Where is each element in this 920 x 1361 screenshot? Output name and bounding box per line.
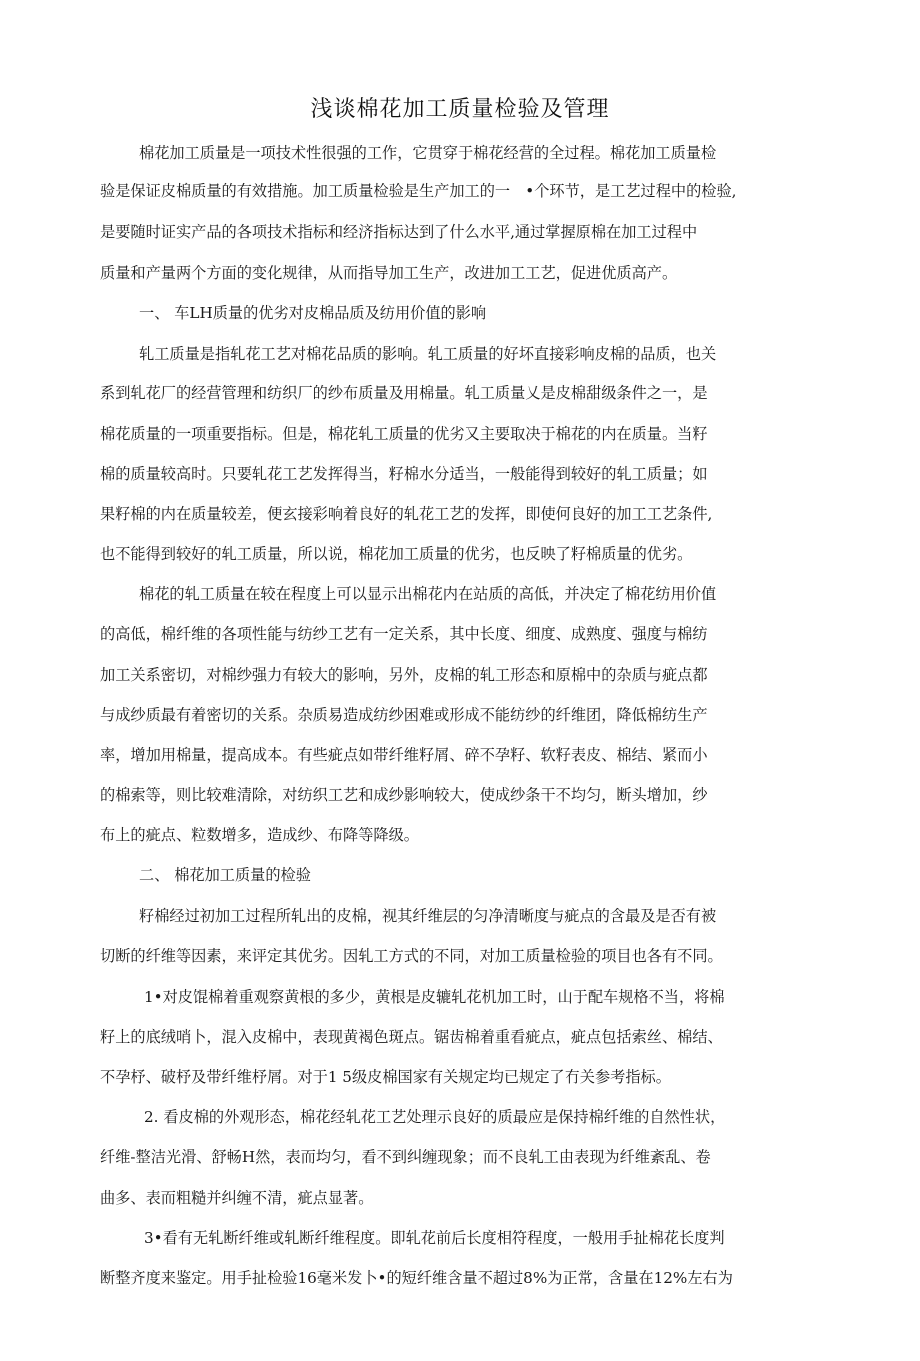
paragraph-2-line-4: 棉的质量较高时。只要轧花工艺发挥得当，籽棉水分适当，一般能得到较好的轧工质量；如 <box>100 465 708 483</box>
item-1-line-3: 不孕杼、破杼及带纤维杼屑。对于1 5级皮棉国家有关规定均已规定了冇关参考指标。 <box>100 1068 671 1086</box>
paragraph-1-line-4: 质量和产量两个方面的变化规律，从而指导加工生产，改进加工工艺，促进优质高产。 <box>100 264 678 282</box>
document-title: 浅谈棉花加工质量检验及管理 <box>310 97 610 122</box>
item-2-line-2: 纤维-整洁光滑、舒畅H然，表而均匀，看不到纠缠现象；而不良轧工由表现为纤维紊乱、卷 <box>100 1148 711 1166</box>
paragraph-3-line-7: 布上的疵点、粒数增多，造成纱、布降等降级。 <box>100 826 419 844</box>
item-2-line-1: 2. 看皮棉的外观形态，棉花经轧花工艺处理示良好的质最应是保持棉纤维的自然性状， <box>144 1108 726 1126</box>
paragraph-2-line-2: 系到轧花厂的经营管理和纺织厂的纱布质量及用棉量。轧工质量乂是皮棉甜级条件之一，是 <box>100 384 708 402</box>
section-heading-1: 一、 车LH质量的优劣对皮棉品质及纺用价值的影响 <box>139 304 487 322</box>
paragraph-4-line-2: 切断的纤维等因素，来评定其优劣。因轧工方式的不同，对加工质量检验的项目也各有不同。 <box>100 947 723 965</box>
item-1-line-2: 籽上的底绒哨卜，混入皮棉中，表现黄褐色斑点。锯齿棉着重看疵点，疵点包括索丝、棉结、 <box>100 1028 723 1046</box>
paragraph-2-line-5: 果籽棉的内在质量较差，便玄接彩响着良好的轧花工艺的发挥，即使何良好的加工工艺条件, <box>100 505 713 523</box>
paragraph-1-line-1: 棉花加工质量是一项技术性很强的工作，它贯穿于棉花经营的全过程。棉花加工质量检 <box>139 144 717 162</box>
section-heading-2: 二、 棉花加工质量的检验 <box>139 866 311 884</box>
item-3-line-2: 断整齐度来鉴定。用手扯检验16毫米发卜•的短纤维含量不超过8%为正常，含量在12%左右为 <box>100 1269 733 1287</box>
paragraph-1-line-3: 是要随时证实产品的各项技术指标和经济指标达到了什么水平,通过掌握原棉在加工过程中 <box>100 223 698 241</box>
paragraph-4-line-1: 籽棉经过初加工过程所轧出的皮棉，视其纤维层的匀净清晰度与疵点的含最及是否有被 <box>139 907 717 925</box>
paragraph-3-line-3: 加工关系密切，对棉纱强力有较大的影响，另外，皮棉的轧工形态和原棉中的杂质与疵点都 <box>100 666 708 684</box>
paragraph-3-line-2: 的高低，棉纤维的各项性能与纺纱工艺有一定关系，其中长度、细度、成熟度、强度与棉纺 <box>100 625 708 643</box>
item-3-line-1: 3•看有无轧断纤维或轧断纤维程度。即轧花前后长度相符程度，一般用手扯棉花长度判 <box>144 1229 725 1247</box>
paragraph-3-line-1: 棉花的轧工质量在较在程度上可以显示出棉花内在站质的高低，并决定了棉花纺用价值 <box>139 585 717 603</box>
item-1-line-1: 1•对皮馄棉着重观察黄根的多少，黄根是皮辘轧花机加工时，山于配车规格不当，将棉 <box>144 988 725 1006</box>
paragraph-3-line-4: 与成纱质最有着密切的关系。杂质易造成纺纱困难或形成不能纺纱的纤维团，降低棉纺生产 <box>100 706 708 724</box>
paragraph-2-line-1: 轧工质量是指轧花工艺对棉花品质的影响。轧工质量的好坏直接彩响皮棉的品质，也关 <box>139 345 717 363</box>
paragraph-3-line-6: 的棉索等，则比较难清除，对纺织工艺和成纱影响较大，使成纱条干不均匀，断头增加，纱 <box>100 786 708 804</box>
paragraph-2-line-3: 棉花质量的一项重要指标。但是，棉花轧工质量的优劣又主要取决于棉花的内在质量。当籽 <box>100 425 708 443</box>
item-2-line-3: 曲多、表而粗糙并纠缠不清，疵点显著。 <box>100 1189 374 1207</box>
paragraph-3-line-5: 率，增加用棉量，提高成本。有些疵点如带纤维籽屑、碎不孕籽、软籽表皮、棉结、紧而小 <box>100 746 708 764</box>
paragraph-2-line-6: 也不能得到较好的轧工质量，所以说，棉花加工质量的优劣，也反映了籽棉质量的优劣。 <box>100 545 693 563</box>
paragraph-1-line-2: 验是保证皮棉质量的有效措施。加工质量检验是生产加工的一 •个环节，是工艺过程中的检验, <box>100 182 737 200</box>
